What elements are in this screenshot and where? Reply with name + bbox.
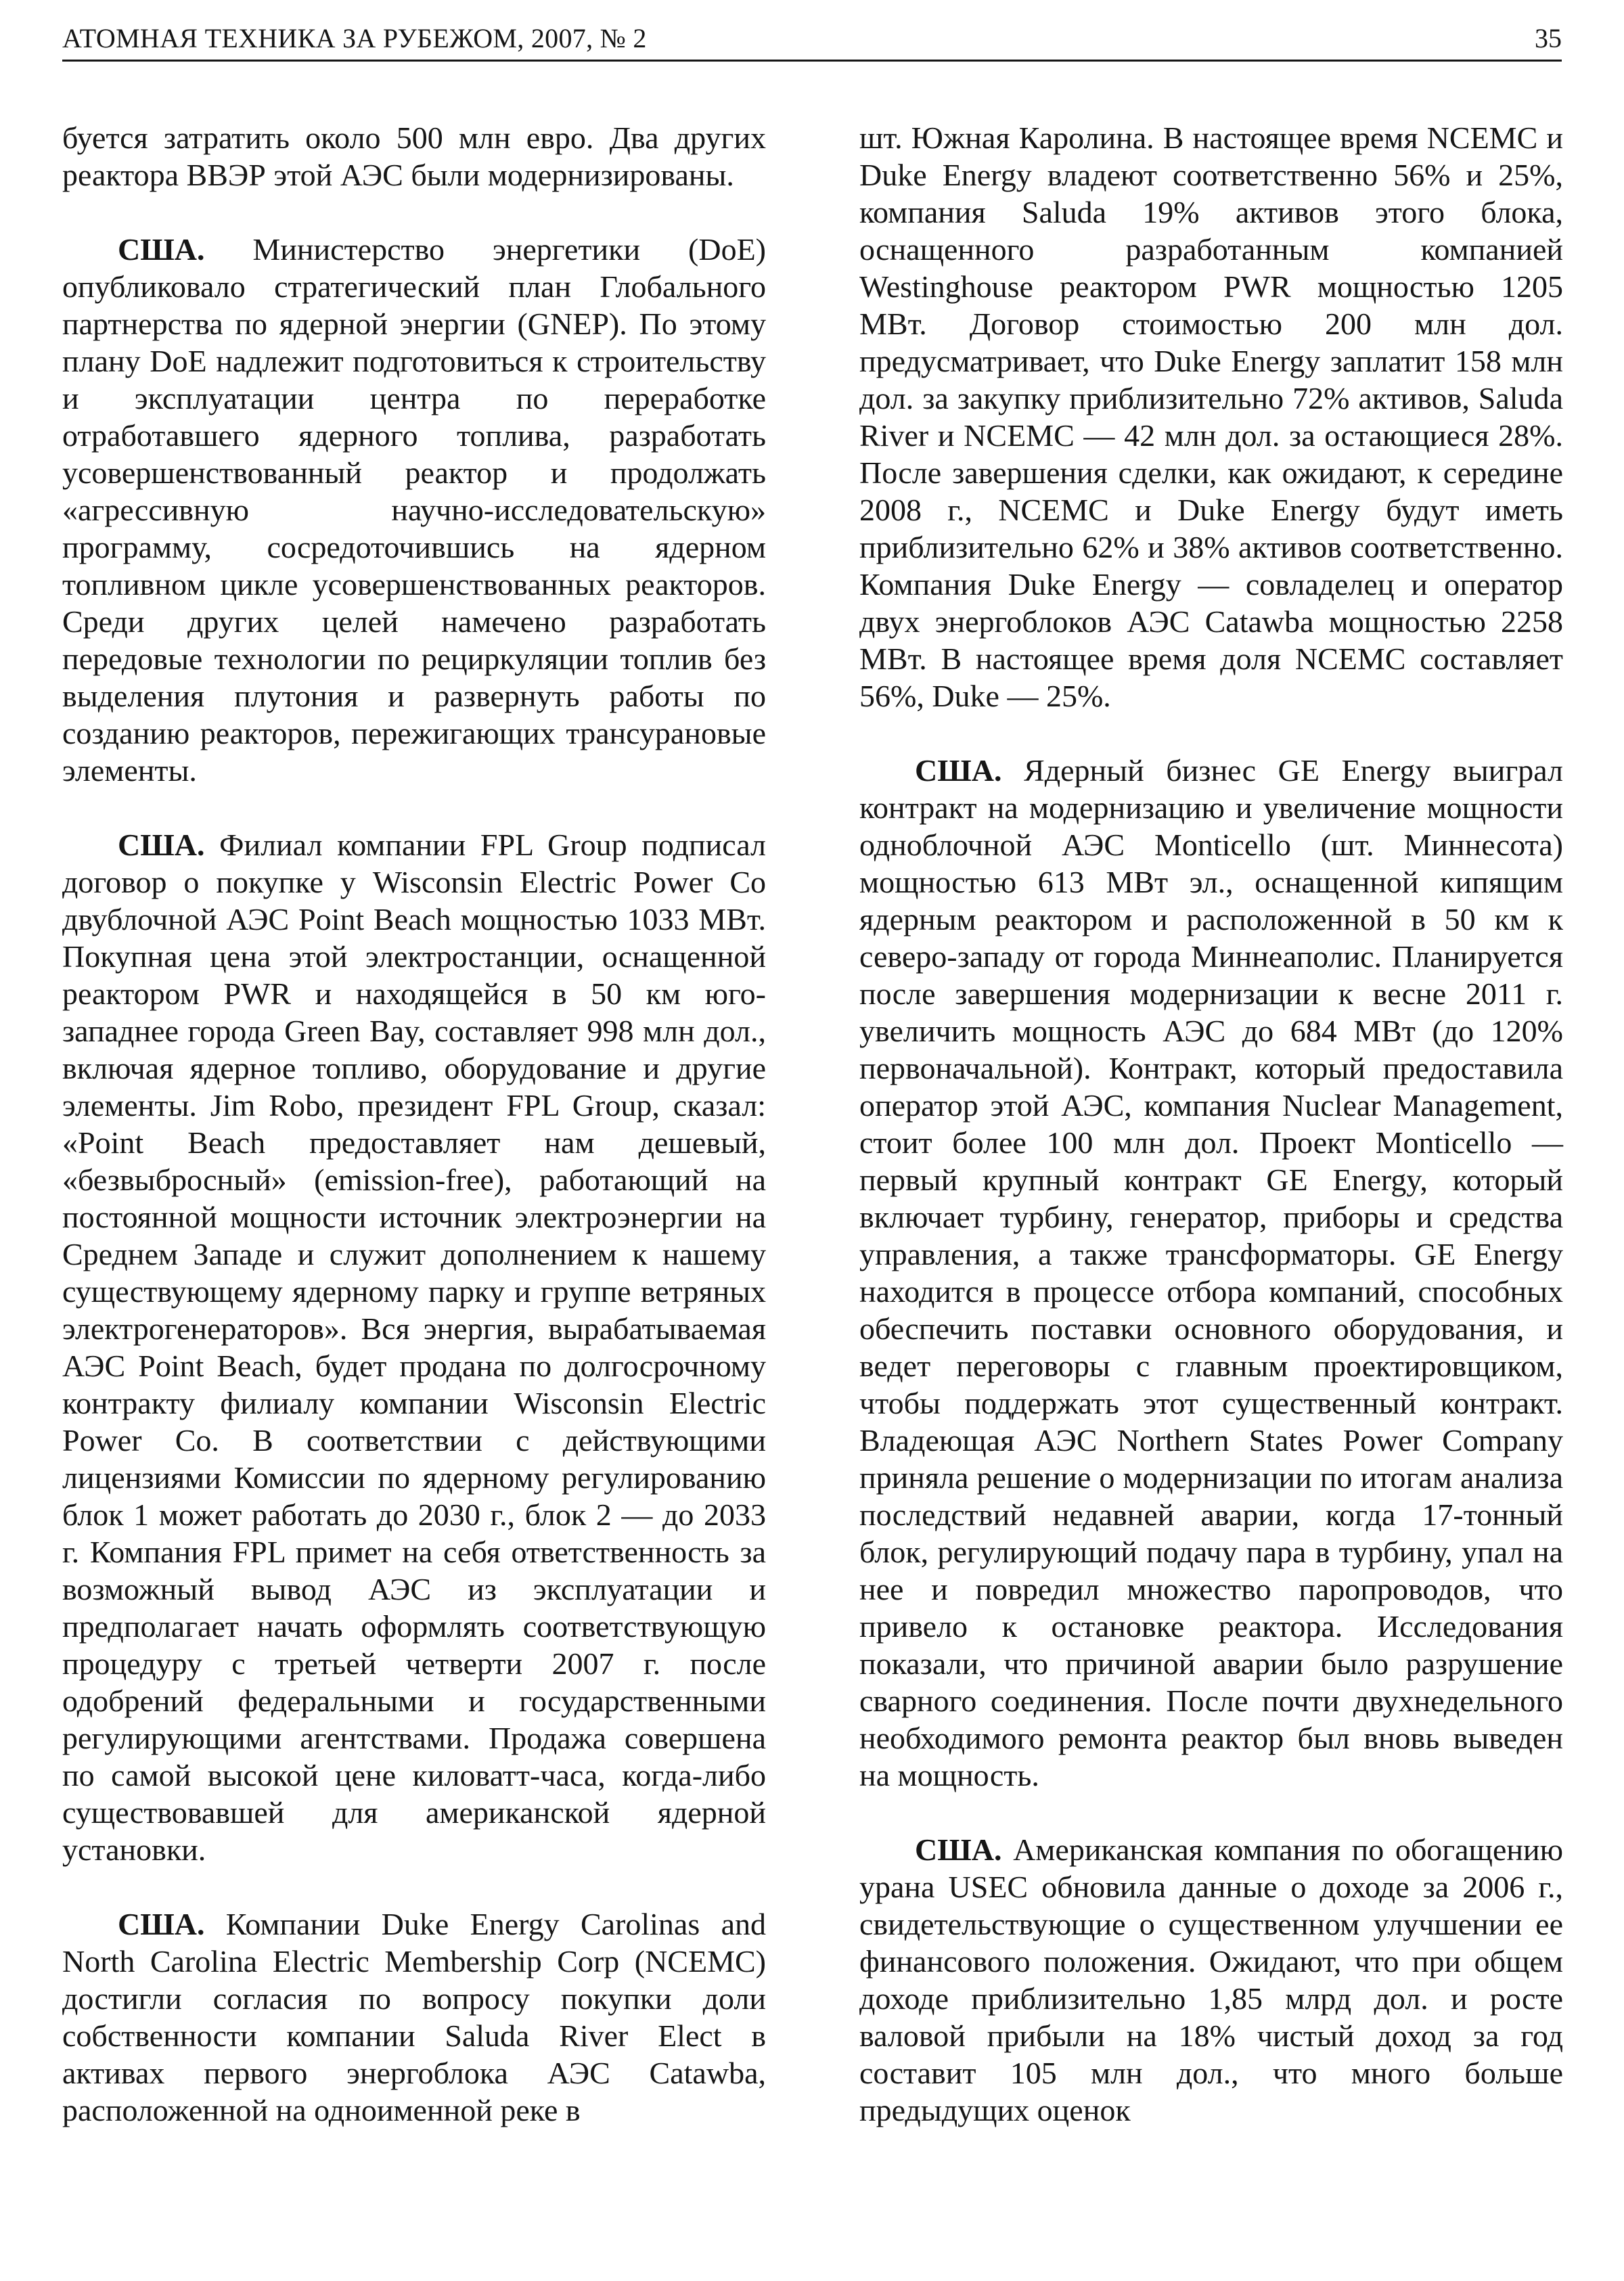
paragraph-usa-ge-monticello [859,752,1563,1794]
paragraph-continued-ukraine [62,119,766,194]
page-number: 35 [1535,23,1562,53]
paragraph-usa-fpl-point-beach [62,826,766,1868]
paragraph-text: Американская компания по обогащению урана USEC обновила данные о доходе за 2006 г., свидетельствующие о существенном улучшении ее финансового положения. Ожидают, что при общем доходе приблизительно 1,85 млрд дол. и росте валовой прибыли на 18% чистый доход за год составит 105 млн дол., что много больше предыдущих оценок [859,1832,1563,2127]
paragraph-text: Компании Duke Energy Carolinas and North Carolina Electric Membership Corp (NCEMC) достигли согласия по вопросу покупки доли собственности компании Saluda River Elect в активах первого энергоблока АЭС Catawba, расположенной на одноименной реке в [62,1907,766,2127]
paragraph-text: буется затратить около 500 млн евро. Два других реактора ВВЭР этой АЭС были модернизированы. [62,120,766,192]
country-lead: США. [915,753,1002,788]
country-lead: США. [118,1907,205,1941]
left-column [62,119,766,2129]
paragraph-text: Министерство энергетики (DoE) опубликовало стратегический план Глобального партнерства по ядерной энергии (GNEP). По этому плану DoE надлежит подготовиться к строительству и эксплуатации центра по переработке отработавшего ядерного топлива, разработать усовершенствованный реактор и продолжать «агрессивную научно-исследовательскую» программу, сосредоточившись на ядерном топливном цикле усовершенствованных реакторов. Среди других целей намечено разработать передовые технологии по рециркуляции топлив без выделения плутония и развернуть работы по созданию реакторов, пережигающих трансурановые элементы. [62,232,766,788]
country-lead: США. [118,828,205,862]
paragraph-usa-duke-catawba [62,1905,766,2129]
right-column [859,119,1563,2129]
paragraph-text: Филиал компании FPL Group подписал договор о покупке у Wisconsin Electric Power Co двублочной АЭС Point Beach мощностью 1033 МВт. Покупная цена этой электростанции, оснащенной реактором PWR и находящейся в 50 км юго-западнее города Green Bay, составляет 998 млн дол., включая ядерное топливо, оборудование и другие элементы. Jim Robo, президент FPL Group, сказал: «Point Beach предоставляет нам дешевый, «безвыбросный» (emission-free), работающий на постоянной мощности источник электроэнергии на Среднем Западе и служит дополнением к нашему существующему ядерному парку и группе ветряных электрогенераторов». Вся энергия, вырабатываемая АЭС Point Beach, будет продана по долгосрочному контракту филиалу компании Wisconsin Electric Power Co. В соответствии с действующими лицензиями Комиссии по ядерному регулированию блок 1 может работать до 2030 г., блок 2 — до 2033 г. Компания FPL примет на себя ответственность за возможный вывод АЭС из эксплуатации и предполагает начать оформлять соответствующую процедуру с третьей четверти 2007 г. после одобрений федеральными и государственными регулирующими агентствами. Продажа совершена по самой высокой цене киловатт-часа, когда-либо существовавшей для американской ядерной установки. [62,828,766,1867]
journal-title: АТОМНАЯ ТЕХНИКА ЗА РУБЕЖОМ, 2007, № 2 [62,23,647,53]
paragraph-text: Ядерный бизнес GE Energy выиграл контракт на модернизацию и увеличение мощности одноблочной АЭС Monticello (шт. Миннесота) мощностью 613 МВт эл., оснащенной кипящим ядерным реактором и расположенной в 50 км к северо-западу от города Миннеаполис. Планируется после завершения модернизации к весне 2011 г. увеличить мощность АЭС до 684 МВт (до 120% первоначальной). Контракт, который предоставила оператор этой АЭС, компания Nuclear Management, стоит более 100 млн дол. Проект Monticello — первый крупный контракт GE Energy, который включает турбину, генератор, приборы и средства управления, а также трансформаторы. GE Energy находится в процессе отбора компаний, способных обеспечить поставки основного оборудования, и ведет переговоры с главным проектировщиком, чтобы поддержать этот существенный контракт. Владеющая АЭС Northern States Power Company приняла решение о модернизации по итогам анализа последствий недавней аварии, когда 17-тонный блок, регулирующий подачу пара в турбину, упал на нее и повредил множество паропроводов, что привело к остановке реактора. Исследования показали, что причиной аварии было разрушение сварного соединения. После почти двухнедельного необходимого ремонта реактор был вновь выведен на мощность. [859,753,1563,1792]
paragraph-continued-catawba [859,119,1563,715]
header-rule [62,60,1562,62]
country-lead: США. [118,232,205,267]
running-header [62,18,1562,60]
paragraph-text: шт. Южная Каролина. В настоящее время NCEMC и Duke Energy владеют соответственно 56% и 25%, компания Saluda 19% активов этого блока, оснащенного разработанным компанией Westinghouse реактором PWR мощностью 1205 МВт. Договор стоимостью 200 млн дол. предусматривает, что Duke Energy заплатит 158 млн дол. за закупку приблизительно 72% активов, Saluda River и NCEMC — 42 млн дол. за остающиеся 28%. После завершения сделки, как ожидают, к середине 2008 г., NCEMC и Duke Energy будут иметь приблизительно 62% и 38% активов соответственно. Компания Duke Energy — совладелец и оператор двух энергоблоков АЭС Catawba мощностью 2258 МВт. В настоящее время доля NCEMC составляет 56%, Duke — 25%. [859,120,1563,713]
country-lead: США. [915,1832,1002,1867]
paragraph-usa-doe-gnep [62,231,766,789]
paragraph-usa-usec-income [859,1831,1563,2129]
